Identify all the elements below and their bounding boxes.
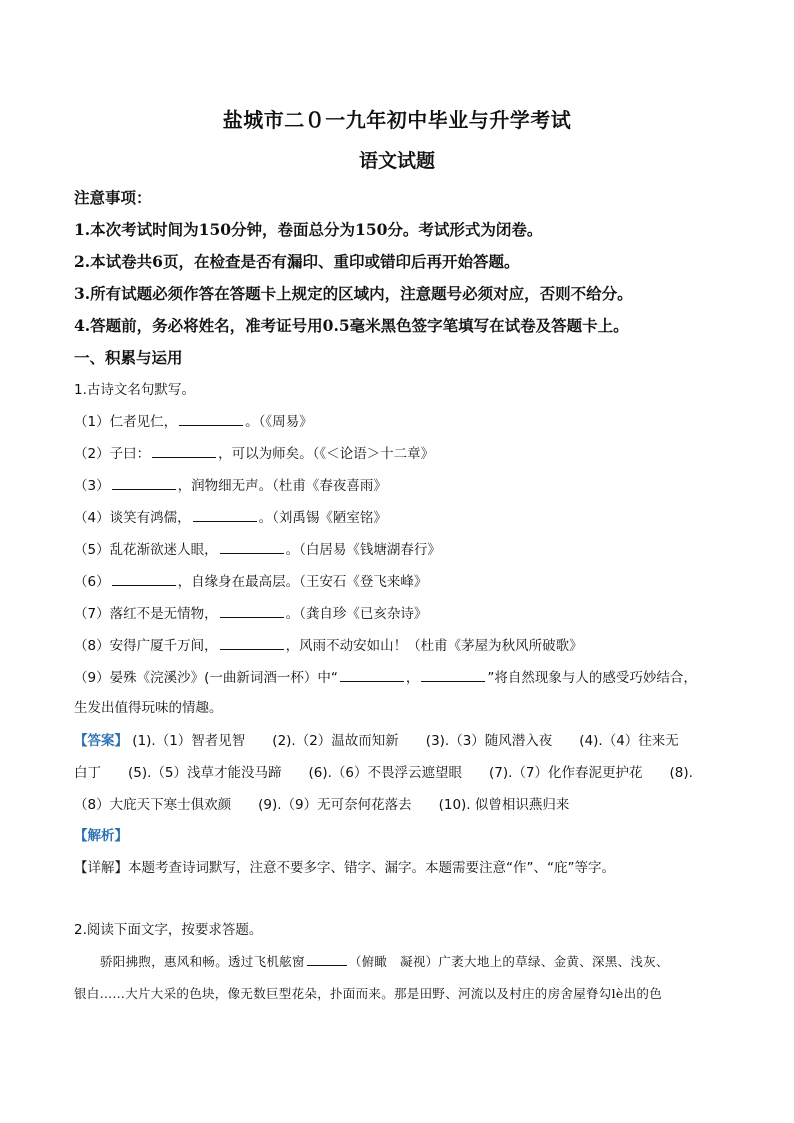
notice-item-3: 3.所有试题必须作答在答题卡上规定的区域内，注意题号必须对应，否则不给分。 xyxy=(74,284,633,303)
notice-item-2: 2.本试卷共6页，在检查是否有漏印、重印或错印后再开始答题。 xyxy=(74,252,520,271)
question-1-stem-text: 1.古诗文名句默写 xyxy=(74,382,182,398)
item-9-prefix: （9）晏殊《浣溪沙》(一曲新词酒一杯）中“ xyxy=(74,670,338,686)
item-2-prefix: （2）子曰： xyxy=(74,446,151,462)
answer-blank[interactable] xyxy=(112,477,176,490)
exam-subtitle: 语文试题 xyxy=(358,150,435,172)
answer-tag: 【答案】 xyxy=(74,733,128,749)
item-7-suffix: 。（龚自珍《已亥杂诗》 xyxy=(285,606,428,622)
detail-text: 本题考查诗词默写，注意不要多字、错字、漏字。本题需要注意“作”、“庇”等字。 xyxy=(128,860,615,876)
item-9-suffix: ”将自然现象与人的感受巧妙结合， xyxy=(487,670,697,686)
item-4-suffix: 。（刘禹锡《陋室铭》 xyxy=(258,510,387,526)
item-8-prefix: （8）安得广厦千万间， xyxy=(74,638,218,654)
exam-title: 盐城市二０一九年初中毕业与升学考试 xyxy=(222,108,572,132)
answer-blank[interactable] xyxy=(220,605,284,618)
notice-item-4: 4.答题前，务必将姓名，准考证号用0.5毫米黑色签字笔填写在试卷及答题卡上。 xyxy=(74,316,629,335)
reading-text-1b: （俯瞰 凝视）广袤大地上的草绿、金黄、深黑、浅灰、 xyxy=(348,954,669,969)
notice-item-1: 1.本次考试时间为150分钟，卷面总分为150分。考试形式为闭卷。 xyxy=(74,220,543,239)
item-1-prefix: （1）仁者见仁， xyxy=(74,414,178,430)
question-1-item-1 xyxy=(74,410,313,430)
analysis-detail xyxy=(74,856,615,876)
reading-paragraph-line-2: 银白……大片大采的色块，像无数巨型花朵，扑面而来。那是田野、河流以及村庄的房舍屋脊勾lè出的色 xyxy=(74,986,662,1001)
item-4-prefix: （4）谈笑有鸿儒， xyxy=(74,510,191,526)
notice-heading: 注意事项： xyxy=(74,188,152,207)
item-5-prefix: （5）乱花渐欲迷人眼， xyxy=(74,542,218,558)
answer-blank[interactable] xyxy=(112,573,176,586)
question-1-item-5 xyxy=(74,538,441,558)
item-1-suffix: 。（《周易》 xyxy=(245,414,313,430)
question-1-item-9 xyxy=(74,666,697,686)
question-1-stem-dot: 。 xyxy=(181,382,196,398)
question-1-stem xyxy=(74,378,195,399)
answer-blank[interactable] xyxy=(340,669,404,682)
analysis-tag: 【解析】 xyxy=(74,828,128,844)
analysis-heading xyxy=(74,824,128,844)
item-8-suffix: ，风雨不动安如山！（杜甫《茅屋为秋风所破歌》 xyxy=(285,638,583,654)
reading-text-1a: 骄阳拂煦，惠风和畅。透过飞机舷窗 xyxy=(100,954,305,969)
question-1-item-6 xyxy=(74,570,427,590)
question-1-item-9-line2: 生发出值得玩味的情趣。 xyxy=(74,700,223,716)
answer-line-1 xyxy=(74,729,679,749)
question-1-item-3 xyxy=(74,474,387,494)
question-1-item-7 xyxy=(74,602,427,622)
answer-line-3: （8）大庇天下寒士俱欢颜 (9).（9）无可奈何花落去 (10). 似曾相识燕归来 xyxy=(74,797,570,813)
answer-blank[interactable] xyxy=(220,637,284,650)
section-heading: 一、积累与运用 xyxy=(74,348,183,367)
item-7-prefix: （7）落红不是无情物， xyxy=(74,606,218,622)
answer-blank[interactable] xyxy=(179,413,243,426)
item-6-suffix: ，自缘身在最高层。（王安石《登飞来峰》 xyxy=(177,574,428,590)
answer-blank[interactable] xyxy=(220,541,284,554)
question-1-item-8 xyxy=(74,634,583,654)
question-2-stem: 2.阅读下面文字，按要求答题。 xyxy=(74,922,263,938)
item-6-prefix: （6） xyxy=(74,574,110,590)
item-2-suffix: ，可以为师矣。（《＜论语＞十二章》 xyxy=(218,446,435,462)
question-1-item-4 xyxy=(74,506,387,526)
answer-text-1: (1).（1）智者见智 (2).（2）温故而知新 (3).（3）随风潜入夜 (4).（4）往来无 xyxy=(132,733,679,749)
answer-blank[interactable] xyxy=(421,669,485,682)
answer-blank[interactable] xyxy=(193,509,257,522)
answer-line-2: 白丁 (5).（5）浅草才能没马蹄 (6).（6）不畏浮云遮望眼 (7).（7）化作春泥更护花 (8). xyxy=(74,765,693,781)
detail-tag: 【详解】 xyxy=(74,860,128,876)
item-3-prefix: （3） xyxy=(74,478,110,494)
question-1-item-2 xyxy=(74,442,434,462)
answer-blank[interactable] xyxy=(152,445,216,458)
reading-paragraph-line-1 xyxy=(100,952,669,970)
item-3-suffix: ，润物细无声。（杜甫《春夜喜雨》 xyxy=(177,478,387,494)
item-9-separator: ， xyxy=(405,670,420,686)
item-5-suffix: 。（白居易《钱塘湖春行》 xyxy=(285,542,441,558)
answer-blank[interactable] xyxy=(307,953,347,966)
